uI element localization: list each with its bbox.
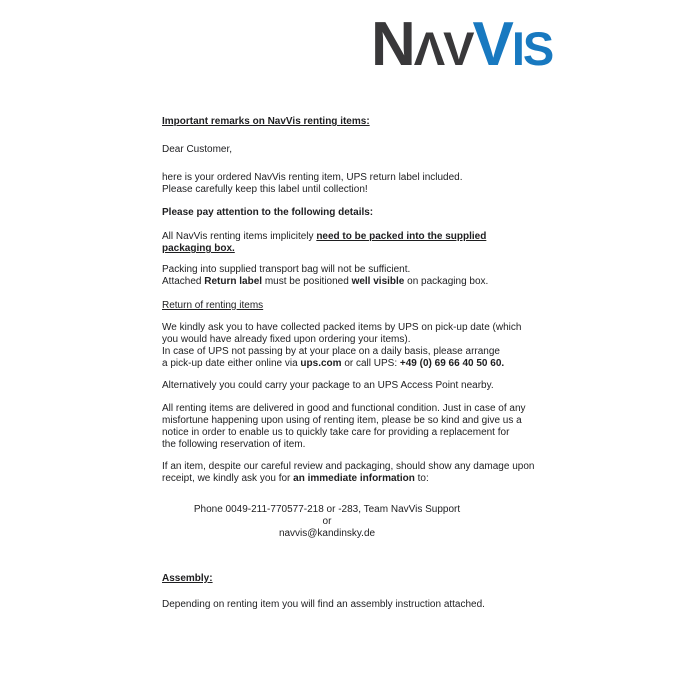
text-line <box>162 473 540 485</box>
text-line: Please carefully keep this label until collection! <box>162 184 368 195</box>
main-heading: Important remarks on NavVis renting items: <box>162 116 370 127</box>
return-heading: Return of renting items <box>162 300 264 311</box>
text-line: We kindly ask you to have collected packed items by UPS on pick-up date (which <box>162 322 522 333</box>
text-line: Packing into supplied transport bag will not be sufficient. <box>162 264 411 275</box>
pickup-paragraph <box>162 322 540 370</box>
text-line: misfortune happening upon using of renting item, please be so kind and give us a <box>162 415 522 426</box>
damage-paragraph <box>162 461 540 485</box>
emphasized-text: well visible <box>351 276 405 287</box>
support-email: navvis@kandinsky.de <box>278 528 376 539</box>
assembly-paragraph: Depending on renting item you will find an assembly instruction attached. <box>162 599 485 610</box>
letter-body <box>162 116 540 623</box>
access-point-paragraph: Alternatively you could carry your package to an UPS Access Point nearby. <box>162 380 494 391</box>
text-segment: Attached <box>162 276 205 287</box>
logo-letter-s: S <box>522 22 553 75</box>
text-segment: receipt, we kindly ask you for <box>162 473 294 484</box>
text-line <box>162 231 540 243</box>
assembly-heading: Assembly: <box>162 573 213 584</box>
emphasized-text: packaging box. <box>162 243 235 254</box>
text-line: notice in order to enable us to quickly take care for providing a replacement for <box>162 427 510 438</box>
ups-website-text: ups.com <box>300 358 342 369</box>
intro-paragraph <box>162 172 540 196</box>
packing-paragraph <box>162 231 540 255</box>
support-phone-line: Phone 0049-211-770577-218 or -283, Team NavVis Support <box>193 504 461 515</box>
text-line: you would have already fixed upon ordering your items). <box>162 334 411 345</box>
ups-phone-number: +49 (0) 69 66 40 50 60. <box>399 358 505 369</box>
text-segment: All NavVis renting items implicitely <box>162 231 317 242</box>
contact-or-line: or <box>322 516 332 527</box>
text-line: All renting items are delivered in good and functional condition. Just in case of any <box>162 403 526 414</box>
text-line: the following reservation of item. <box>162 439 306 450</box>
emphasized-text: an immediate information <box>293 473 415 484</box>
logo-letter-v-small: V <box>443 22 473 75</box>
logo-letter-i: I <box>511 22 523 75</box>
text-line: here is your ordered NavVis renting item, UPS return label included. <box>162 172 463 183</box>
transport-paragraph <box>162 264 540 288</box>
logo-letter-n: N <box>371 10 414 79</box>
text-segment: to: <box>414 473 429 484</box>
text-segment: a pick-up date either online via <box>162 358 301 369</box>
text-line <box>162 276 540 288</box>
emphasized-text: need to be packed into the supplied <box>316 231 487 242</box>
logo-letter-a: Λ <box>413 22 444 75</box>
text-segment: or call UPS: <box>341 358 400 369</box>
emphasized-text: Return label <box>204 276 263 287</box>
text-line: In case of UPS not passing by at your place on a daily basis, please arrange <box>162 346 500 357</box>
text-line: If an item, despite our careful review and packaging, should show any damage upon <box>162 461 535 472</box>
contact-block <box>162 504 492 540</box>
navvis-logo <box>371 10 552 96</box>
condition-paragraph <box>162 403 540 451</box>
text-line <box>162 358 540 370</box>
text-segment: must be positioned <box>262 276 352 287</box>
salutation: Dear Customer, <box>162 144 233 155</box>
text-segment: on packaging box. <box>404 276 489 287</box>
details-heading: Please pay attention to the following details: <box>162 207 374 218</box>
logo-letter-v-big: V <box>472 10 512 79</box>
